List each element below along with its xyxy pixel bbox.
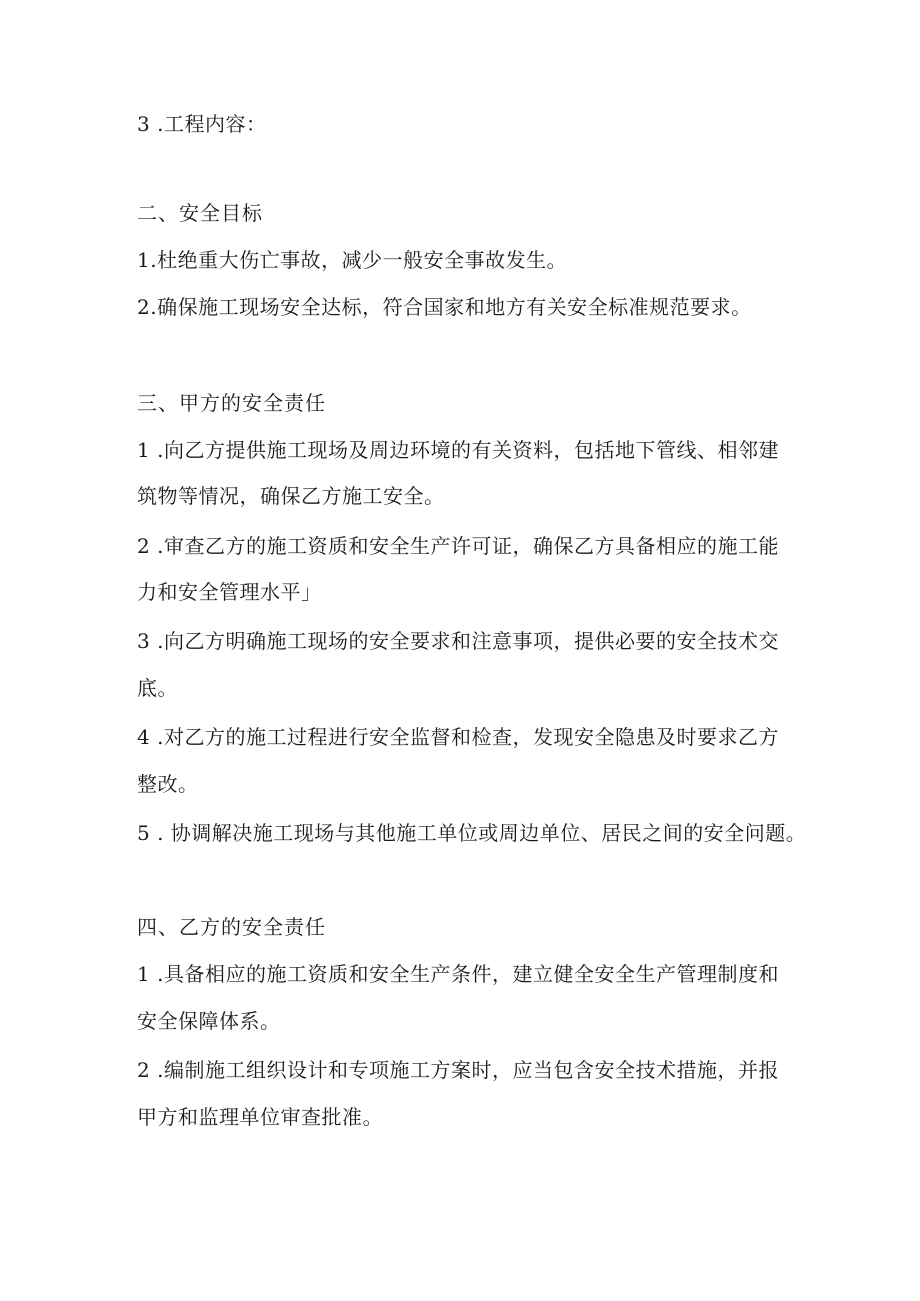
section-4-item-1-line-1: 1 .具备相应的施工资质和安全生产条件，建立健全安全生产管理制度和 bbox=[137, 962, 779, 986]
section-3-item-2-line-1: 2 .审查乙方的施工资质和安全生产许可证，确保乙方具备相应的施工能 bbox=[137, 534, 779, 558]
section-3-item-1-line-2: 筑物等情况，确保乙方施工安全。 bbox=[137, 484, 445, 508]
section-3-title: 三、甲方的安全责任 bbox=[137, 391, 326, 415]
section-2-item-1: 1.杜绝重大伤亡事故，减少一般安全事故发生。 bbox=[137, 248, 568, 272]
section-4-item-2-line-1: 2 .编制施工组织设计和专项施工方案时，应当包含安全技术措施，并报 bbox=[137, 1058, 779, 1082]
section-3-item-3-line-2: 底。 bbox=[137, 676, 178, 700]
section-3-item-4-line-2: 整改。 bbox=[137, 772, 199, 796]
section-2-title: 二、安全目标 bbox=[137, 201, 263, 225]
section-3-item-3-line-1: 3 .向乙方明确施工现场的安全要求和注意事项，提供必要的安全技术交 bbox=[137, 629, 779, 653]
section-4-item-1-line-2: 安全保障体系。 bbox=[137, 1009, 281, 1033]
section-3-item-2-line-2: 力和安全管理水平」 bbox=[137, 580, 322, 604]
section-2-item-2: 2.确保施工现场安全达标，符合国家和地方有关安全标准规范要求。 bbox=[137, 295, 752, 319]
section-3-item-1-line-1: 1 .向乙方提供施工现场及周边环境的有关资料，包括地下管线、相邻建 bbox=[137, 438, 779, 462]
section-4-item-2-line-2: 甲方和监理单位审查批准。 bbox=[137, 1105, 383, 1129]
intro-item-3: 3 .工程内容： bbox=[137, 112, 267, 136]
section-4-title: 四、乙方的安全责任 bbox=[137, 915, 326, 939]
section-3-item-4-line-1: 4 .对乙方的施工过程进行安全监督和检查，发现安全隐患及时要求乙方 bbox=[137, 725, 779, 749]
section-3-item-5-line-1: 5 . 协调解决施工现场与其他施工单位或周边单位、居民之间的安全问题。 bbox=[137, 821, 807, 845]
